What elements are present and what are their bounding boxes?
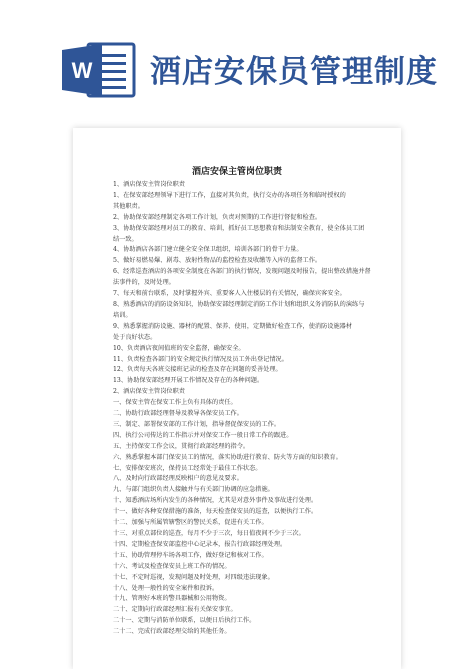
document-page [73,128,401,669]
document-line: 十四、定期检查保安部监控中心记录本，报告行政部经理处理。 [113,540,287,548]
document-line: 十五、协助管理停车场各项工作，做好登记和核对工作。 [113,551,268,559]
document-line: 十六、考试及检查保安员上班工作的情况。 [113,562,231,570]
document-line: 结一致。 [113,235,138,243]
document-line: 一、保安主管在保安工作上负有具体的责任。 [113,399,237,407]
document-line: 7、每天和前台联系，及时掌握外宾、重要客人入住楼层的有关情况，确保宾客安全。 [113,290,346,298]
document-line: 培训。 [113,311,132,319]
document-line: 十七、不定时巡视，发现问题及时处理，对四级违法现象。 [113,573,274,581]
document-line: 6、经常巡查酒店的各项安全制度在各部门的执行情况，发现问题及时报告，提出整改措施并督 [113,268,371,276]
document-line: 10、负责酒店夜间值班的安全监督，确保安全。 [113,344,245,352]
word-icon-letter: W [71,58,93,83]
document-line: 二十二、完成行政部经理交给的其他任务。 [113,628,231,636]
document-line: 十九、管理好本班的警具器械和公用物资。 [113,595,231,603]
document-line: 二十、定期向行政部经理汇报有关保安事宜。 [113,606,237,614]
document-line: 12、负责每天各班交接班记录的检查及存在问题的妥善处理。 [113,366,282,374]
document-line: 9、熟悉掌握消防设施、器材的配置、保养、使用，定期做好检查工作，使消防设施器材 [113,322,353,330]
document-line: 其他职责。 [113,202,144,210]
document-line: 2、协助保安部经理制定各项工作计划，负责对预期的工作进行督促和检查。 [113,213,322,221]
document-line: 处于良好状态。 [113,333,157,341]
document-line: 三、制定、部署保安部的工作计划，指导督促保安员的工作。 [113,420,281,428]
document-line: 4、协助酒店各部门建立健全安全保卫组织，培训各部门的骨干力量。 [113,246,303,254]
document-line: 8、熟悉酒店的消防设备知识，协助保安部经理制定消防工作计划和组织义务消防队的演练与 [113,300,365,308]
document-line: 十一、做好各种安保措施的准备，每天检查保安员的巡查，以便执行工作。 [113,508,318,516]
document-line: 八、及时向行政部经理反映相户的意见及要求。 [113,475,243,483]
document-line: 3、协助保安部经理对员工的教育、培训，抓好员工思想教育和法制安全教育，使全体员工团 [113,224,365,232]
document-line: 十、知悉酒店场所内发生的各种情况，尤其是对意外事件及事故进行处理。 [113,497,318,505]
document-line: 二、协助行政部经理督导及教导各保安员工作。 [113,410,243,418]
document-line: 十三、对重点部位的巡查，每月不少于三次，每日值夜间不少于三次。 [113,530,305,537]
document-line: 四、执行公司传达的工作指示并对保安工作一般日常工作的跟进。 [113,431,293,439]
document-title: 酒店安保员管理制度 [150,54,438,90]
document-line: 五、主持保安工作会议，贯彻行政部经理的指令。 [113,442,250,450]
document-line: 十二、加强与所属管辖警区的警民关系，促进有关工作。 [113,519,268,527]
document-line: 5、做好易燃易爆、剧毒、放射性物品的监控检查及收缴等入库的监督工作。 [113,257,322,265]
document-line: 13、协助保安部经理开展工作情况及存在的各种问题。 [113,377,264,385]
document-line: 十八、处理一般性的安全案件和投诉。 [113,584,219,592]
document-line: 2、酒店保安主管岗位职责 [113,388,185,396]
document-line: 1、在保安部经理领导下进行工作，直接对其负责，执行交办的各项任务和临时授权的 [113,191,346,199]
document-body [113,180,383,638]
document-line: 11、负责检查各部门的安全规定执行情况及员工外出登记情况。 [113,355,288,363]
banner [0,0,474,118]
document-line: 法事件的，及时处理。 [113,279,175,287]
document-line: 六、熟悉掌握本部门保安员工的情况，落实协助进行教育、防火等方面的知识教育。 [113,453,342,461]
page-heading: 酒店安保主管岗位职责 [191,167,282,177]
document-line: 九、与部门组织负责人接触并与有关部门协调的应急措施。 [113,486,274,494]
document-line: 七、安排保安班次，保持员工经常处于最佳工作状态。 [113,464,262,472]
document-line: 1、酒店保安主管岗位职责 [113,181,185,188]
word-document-icon [62,42,136,98]
document-line: 二十一、定期与消防单位联系，以便日后执行工作。 [113,617,256,625]
